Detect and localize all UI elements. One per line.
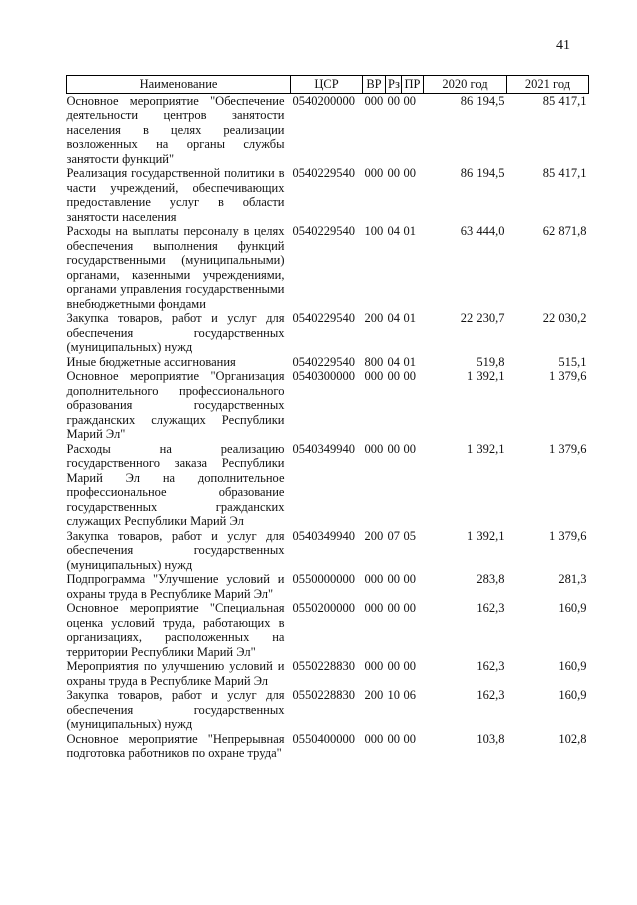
row-name: Расходы на выплаты персоналу в целях обеспечения выполнения функций государственными (муниципальными) органами, казенными учреждениями, органами управления государственными внебюджетными фондами: [66, 224, 285, 311]
row-2021: 85 417,1: [542, 93, 587, 108]
row-vr: 000: [364, 601, 384, 615]
row-rz: 04: [387, 224, 400, 238]
header-vr: ВР: [363, 76, 386, 94]
row-rz: 04: [387, 311, 400, 325]
table-row: [67, 369, 589, 442]
row-csr: 0540200000: [292, 93, 355, 108]
row-csr: 0540349940: [292, 528, 355, 543]
row-rz: 10: [387, 688, 400, 702]
row-2021: 281,3: [558, 572, 587, 586]
row-pr: 00: [403, 659, 416, 673]
row-2020: 63 444,0: [460, 224, 505, 238]
row-name: Закупка товаров, работ и услуг для обеспечения государственных (муниципальных) нужд: [66, 311, 285, 354]
row-2021: 85 417,1: [542, 166, 587, 180]
row-pr: 00: [403, 93, 416, 108]
row-pr: 01: [403, 311, 416, 325]
row-2020: 22 230,7: [460, 311, 505, 325]
row-name: Иные бюджетные ассигнования: [66, 354, 236, 369]
table-row: [67, 442, 589, 529]
row-rz: 04: [387, 354, 400, 369]
row-name: Мероприятия по улучшению условий и охраны труда в Республике Марий Эл: [66, 659, 285, 688]
row-csr: 0550228830: [292, 688, 355, 702]
row-rz: 00: [387, 369, 400, 383]
row-name: Расходы на реализацию государственного заказа Республики Марий Эл на дополнительное профессиональное образование государственных гражданских служащих Республики Марий Эл: [66, 441, 285, 528]
row-pr: 05: [403, 528, 416, 543]
row-csr: 0550000000: [292, 572, 355, 586]
header-name: Наименование: [67, 76, 291, 94]
row-name: Основное мероприятие "Обеспечение деятельности центров занятости населения в целях реализации возложенных на органы службы занятости функций": [66, 93, 285, 166]
row-csr: 0550400000: [292, 731, 355, 746]
row-pr: 00: [403, 166, 416, 180]
row-2021: 160,9: [558, 688, 587, 702]
row-vr: 000: [364, 441, 384, 456]
row-pr: 06: [403, 688, 416, 702]
table-row: [67, 166, 589, 224]
table-row: [67, 355, 589, 370]
row-name: Реализация государственной политики в части учреждений, обеспечивающих предоставление услуг в области занятости населения: [66, 166, 285, 224]
row-name: Подпрограмма "Улучшение условий и охраны труда в Республике Марий Эл": [66, 572, 285, 601]
header-pr: ПР: [402, 76, 424, 94]
row-2020: 1 392,1: [467, 528, 505, 543]
row-vr: 100: [364, 224, 384, 238]
row-pr: 00: [403, 601, 416, 615]
row-csr: 0540229540: [292, 311, 355, 325]
row-name: Закупка товаров, работ и услуг для обеспечения государственных (муниципальных) нужд: [66, 528, 285, 572]
table-body: [67, 93, 589, 761]
row-csr: 0540300000: [292, 369, 355, 383]
row-2020: 283,8: [476, 572, 505, 586]
row-name: Основное мероприятие "Организация дополнительного профессионального образования государственных гражданских служащих Республики Марий Эл": [66, 369, 285, 441]
row-pr: 00: [403, 572, 416, 586]
row-vr: 000: [364, 731, 384, 746]
header-csr: ЦСР: [291, 76, 363, 94]
row-2020: 162,3: [476, 601, 505, 615]
row-vr: 000: [364, 659, 384, 673]
row-2020: 86 194,5: [460, 93, 505, 108]
table-row: [67, 224, 589, 311]
row-vr: 000: [364, 369, 384, 383]
row-2021: 1 379,6: [549, 528, 587, 543]
table-row: [67, 601, 589, 659]
row-rz: 00: [387, 441, 400, 456]
row-rz: 00: [387, 731, 400, 746]
row-2020: 162,3: [476, 659, 505, 673]
row-2020: 103,8: [476, 731, 505, 746]
table-row: [67, 311, 589, 355]
row-pr: 01: [403, 224, 416, 238]
row-2020: 86 194,5: [460, 166, 505, 180]
table-row: [67, 659, 589, 688]
row-2020: 519,8: [476, 354, 505, 369]
table-row: [67, 529, 589, 573]
table-row: [67, 688, 589, 732]
row-csr: 0550200000: [292, 601, 355, 615]
row-pr: 00: [403, 369, 416, 383]
row-2021: 1 379,6: [549, 441, 587, 456]
row-csr: 0540229540: [292, 224, 355, 238]
row-name: Закупка товаров, работ и услуг для обеспечения государственных (муниципальных) нужд: [66, 688, 285, 731]
table-header-row: [67, 76, 589, 94]
row-vr: 200: [364, 688, 384, 702]
row-2020: 162,3: [476, 688, 505, 702]
row-vr: 000: [364, 572, 384, 586]
row-rz: 00: [387, 93, 400, 108]
row-vr: 800: [364, 354, 384, 369]
row-rz: 00: [387, 572, 400, 586]
row-2021: 160,9: [558, 659, 587, 673]
row-vr: 200: [364, 311, 384, 325]
row-rz: 07: [387, 528, 400, 543]
row-name: Основное мероприятие "Специальная оценка условий труда, работающих в организациях, расположенных на территории Республики Марий Эл": [66, 601, 285, 659]
row-2021: 22 030,2: [542, 311, 587, 325]
row-2021: 1 379,6: [549, 369, 587, 383]
row-vr: 000: [364, 166, 384, 180]
header-2020: 2020 год: [424, 76, 507, 94]
row-2020: 1 392,1: [467, 441, 505, 456]
table-row: [67, 93, 589, 166]
table-row: [67, 572, 589, 601]
row-name: Основное мероприятие "Непрерывная подготовка работников по охране труда": [66, 731, 285, 760]
row-2020: 1 392,1: [467, 369, 505, 383]
row-2021: 515,1: [558, 354, 587, 369]
header-rz: Рз: [386, 76, 402, 94]
row-rz: 00: [387, 601, 400, 615]
row-rz: 00: [387, 659, 400, 673]
table-row: [67, 732, 589, 761]
row-2021: 62 871,8: [542, 224, 587, 238]
row-csr: 0540229540: [292, 166, 355, 180]
row-2021: 102,8: [558, 731, 587, 746]
row-pr: 00: [403, 731, 416, 746]
budget-table: [66, 75, 589, 761]
page-number: 41: [556, 38, 570, 53]
row-rz: 00: [387, 166, 400, 180]
header-2021: 2021 год: [507, 76, 589, 94]
row-csr: 0550228830: [292, 659, 355, 673]
row-csr: 0540349940: [292, 441, 355, 456]
row-vr: 000: [364, 93, 384, 108]
row-2021: 160,9: [558, 601, 587, 615]
row-csr: 0540229540: [292, 354, 355, 369]
row-pr: 00: [403, 441, 416, 456]
row-pr: 01: [403, 354, 416, 369]
row-vr: 200: [364, 528, 384, 543]
